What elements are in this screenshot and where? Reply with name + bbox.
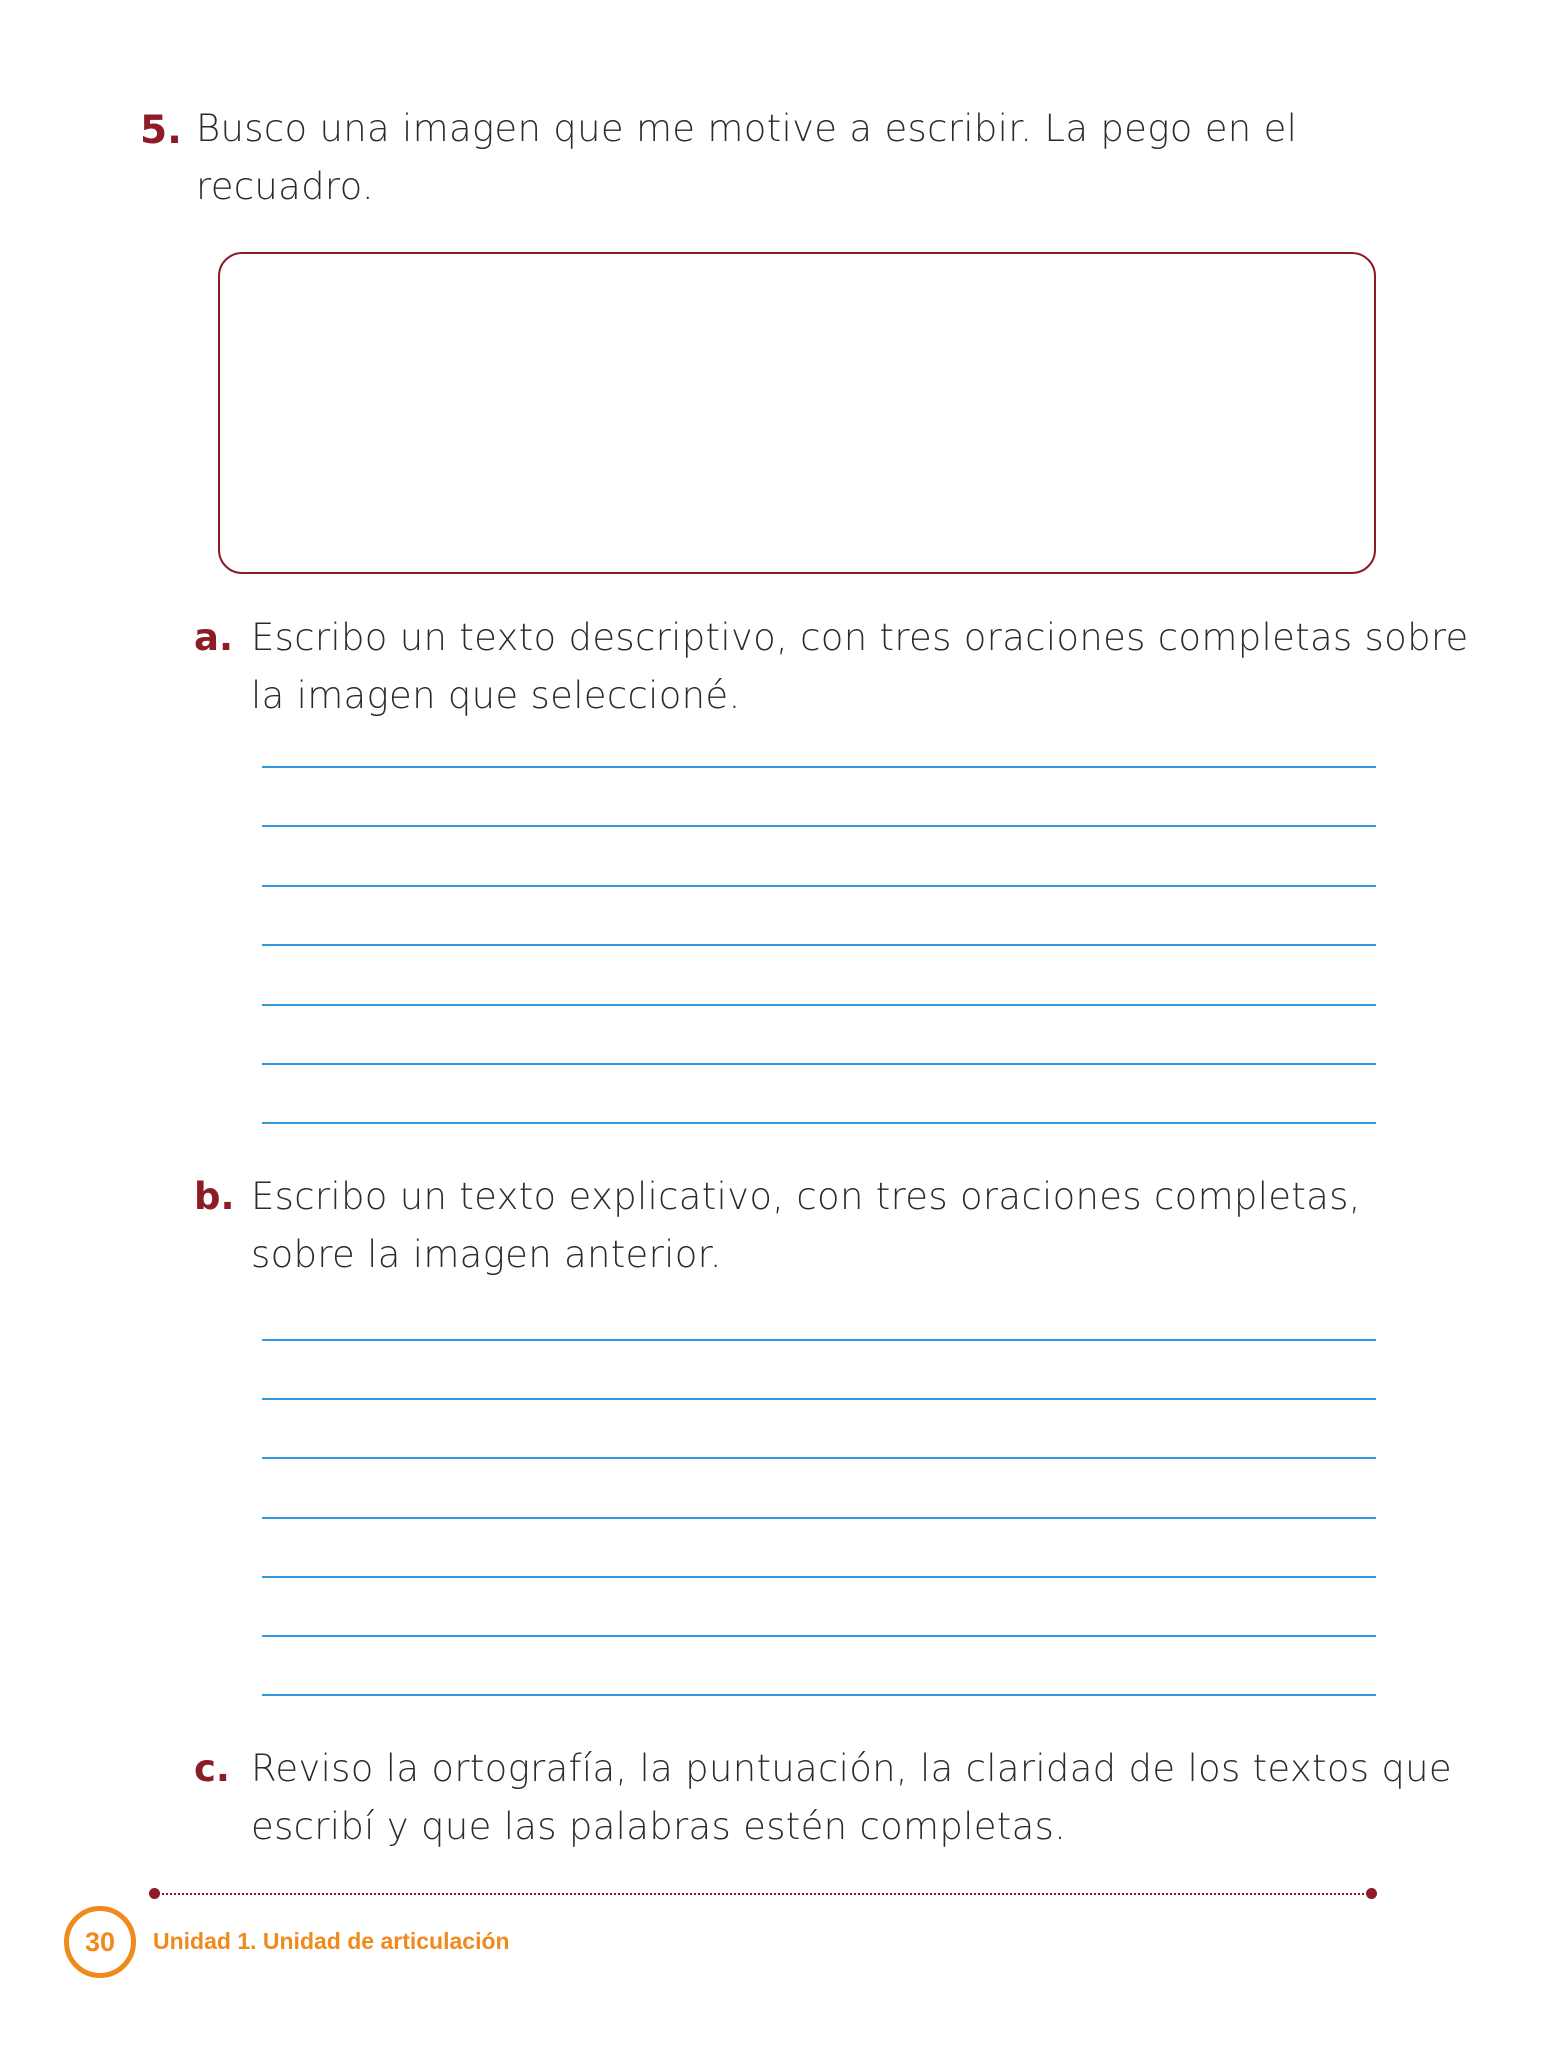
page-number-badge: [64, 1906, 136, 1978]
part-a-line2: la imagen que seleccioné.: [251, 674, 741, 717]
exercise-number: 5.: [140, 108, 182, 153]
writing-line[interactable]: [262, 944, 1376, 946]
image-paste-box[interactable]: [218, 252, 1376, 574]
part-c-instruction: [251, 1740, 1452, 1856]
part-b-letter: b.: [194, 1175, 235, 1218]
writing-line[interactable]: [262, 1004, 1376, 1006]
part-b-instruction: [251, 1168, 1361, 1284]
writing-line[interactable]: [262, 1339, 1376, 1341]
footer-rule-end-dot: [1366, 1888, 1377, 1899]
writing-line[interactable]: [262, 1063, 1376, 1065]
exercise-instruction-line1: Busco una imagen que me motive a escribir. La pego en el: [196, 107, 1298, 150]
writing-line[interactable]: [262, 1398, 1376, 1400]
exercise-instruction: [196, 100, 1297, 216]
part-a-letter: a.: [194, 616, 234, 659]
writing-line[interactable]: [262, 885, 1376, 887]
writing-line[interactable]: [262, 1694, 1376, 1696]
writing-line[interactable]: [262, 825, 1376, 827]
page-number: 30: [84, 1926, 116, 1957]
writing-line[interactable]: [262, 1635, 1376, 1637]
part-a-instruction: [251, 609, 1469, 725]
footer-divider: [154, 1893, 1372, 1895]
exercise-instruction-line2: recuadro.: [196, 165, 374, 208]
writing-line[interactable]: [262, 766, 1376, 768]
part-c-line2: escribí y que las palabras estén completas.: [251, 1805, 1067, 1848]
part-c-letter: c.: [194, 1747, 230, 1790]
part-a-line1: Escribo un texto descriptivo, con tres oraciones completas sobre: [251, 616, 1469, 659]
part-b-line1: Escribo un texto explicativo, con tres oraciones completas,: [251, 1175, 1361, 1218]
writing-line[interactable]: [262, 1457, 1376, 1459]
writing-line[interactable]: [262, 1517, 1376, 1519]
part-c-line1: Reviso la ortografía, la puntuación, la claridad de los textos que: [251, 1747, 1452, 1790]
unit-label: Unidad 1. Unidad de articulación: [153, 1928, 510, 1954]
part-b-line2: sobre la imagen anterior.: [251, 1233, 722, 1276]
writing-line[interactable]: [262, 1122, 1376, 1124]
writing-line[interactable]: [262, 1576, 1376, 1578]
